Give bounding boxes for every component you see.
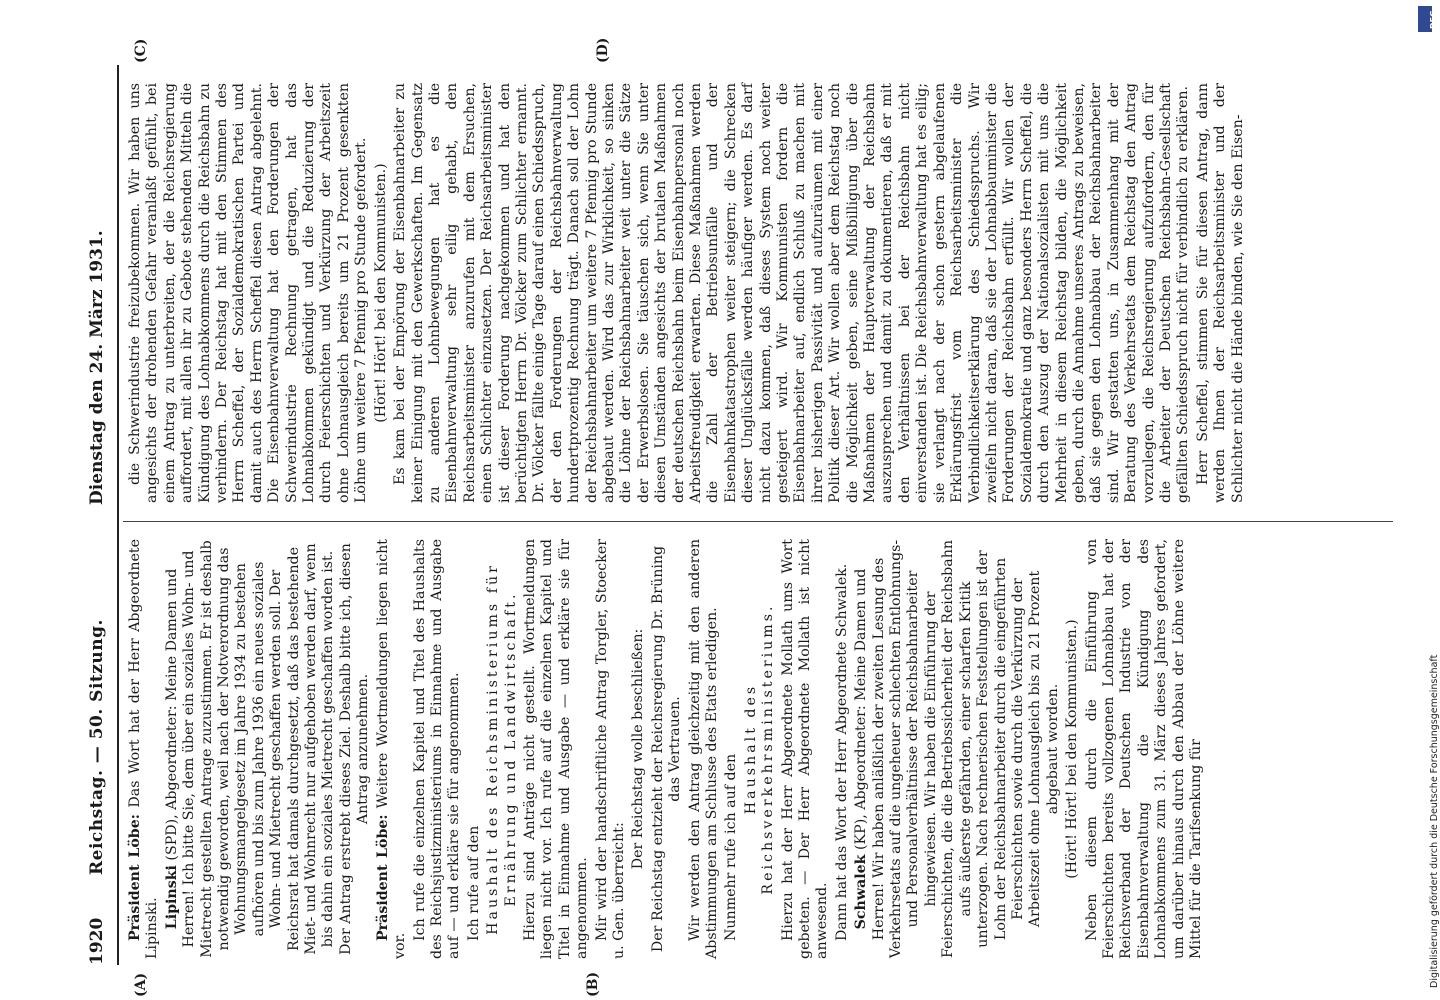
speaker-name: Schwalek bbox=[853, 854, 870, 930]
paragraph bbox=[375, 539, 410, 959]
paragraph-text: Weitere Wortmeldungen liegen nicht vor. bbox=[374, 539, 409, 959]
paragraph-text: Dann hat das Wort der Herr Abgeordnete Schwalek. bbox=[833, 563, 850, 941]
paragraph-text: Das Wort hat der Herr Abgeordnete Lipinski. bbox=[127, 539, 161, 959]
paragraph bbox=[723, 539, 740, 959]
speaker-name: Präsident Löbe: bbox=[127, 814, 143, 941]
session-date: Dienstag den 24. März 1931. bbox=[87, 230, 107, 505]
paragraph-text: Ich rufe auf den bbox=[465, 825, 482, 941]
paragraph-text: Neben diesem durch die Einführung von Feierschichten bereits vollzogenen Lohnabbau hat der Reichsverband der Deutschen Industrie von der Eisenbahnverwaltung die Kündigung des Lohnabkommens zum 31. März dieses Jahres gefordert, um darüber hinaus durch den Abbau der Löhne weitere Mittel für die Tarifsenkung für bbox=[1083, 539, 1204, 959]
paragraph bbox=[1064, 539, 1081, 959]
paragraph bbox=[1195, 83, 1247, 503]
column-divider bbox=[123, 521, 1393, 522]
margin-mark-c: (C) bbox=[133, 38, 149, 63]
page-header bbox=[75, 65, 115, 965]
paragraph bbox=[834, 539, 851, 959]
paragraph-text: Hierzu hat der Herr Abgeordnete Mollath ums Wort gebeten. — Der Herr Abgeordnete Mollath ist nicht anwesend. bbox=[779, 539, 831, 959]
paragraph-text: Mir wird der handschriftliche Antrag Torgler, Stoecker u. Gen. überreicht: bbox=[593, 539, 627, 959]
paragraph bbox=[127, 539, 162, 959]
paragraph-text: Der Reichstag wolle beschließen: bbox=[630, 628, 647, 870]
paragraph bbox=[522, 539, 592, 959]
header-rule bbox=[117, 65, 119, 965]
paragraph bbox=[630, 539, 647, 959]
paragraph bbox=[164, 539, 373, 959]
paragraph bbox=[780, 539, 832, 959]
paragraph-text: die Schwerindustrie freizubekommen. Wir haben uns angesichts der drohenden Gefahr veranlaßt gefühlt, bei einem Antrag zu unterbreiten, der die Reichsregierung auffordert, mit allen ihr zu Gebote stehenden Mitteln die Kündigung des Lohnabkommens durch die Reichsbahn zu verhindern. Der Reichstag hat mit den Stimmen des Herrn Scheffel, der Sozialdemokratischen Partei und damit auch des Herrn Scheffel diesen Antrag abgelehnt. Die Eisenbahnverwaltung hat den Forderungen der Schwerindustrie Rechnung getragen, hat das Lohnabkommen gekündigt und die Reduzierung der durch Feierschichten und Verkürzung der Arbeitszeit ohne Lohnausgleich bereits um 21 Prozent gesenkten Löhne um weitere 7 Pfennig pro Stunde gefordert. bbox=[127, 83, 370, 503]
paragraph bbox=[127, 83, 371, 503]
paragraph bbox=[392, 83, 1193, 503]
paragraph-text: (KP), Abgeordneter: Meine Damen und Herren! Wir haben anläßlich der zweiten Lesung des Verkehrsetats auf die ungeheuer schlechten Entlohnungs- und Personalverhältnisse der Reichsbahnarbeiter hingewiesen. Wir haben die Einführung der Feierschichten, die die Betriebssicherheit der Reichsbahn aufs äußerste gefährden, einer scharfen Kritik unterzogen. Nach rechnerischen Feststellungen ist der Lohn der Reichsbahnarbeiter durch die eingeführten Feierschichten sowie durch die Verkürzung der Arbeitszeit ohne Lohnausgleich bis zu 21 Prozent abgebaut worden. bbox=[853, 539, 1061, 959]
paragraph bbox=[1084, 539, 1206, 959]
paragraph bbox=[650, 539, 685, 959]
paragraph bbox=[687, 539, 722, 959]
paragraph-text: Wir werden den Antrag gleichzeitig mit den anderen Abstimmungen am Schlusse des Etats erledigen. bbox=[686, 539, 720, 959]
paragraph-text: Der Reichstag entzieht der Reichsregierung Dr. Brüning das Vertrauen. bbox=[649, 545, 684, 953]
paragraph-text: (Hört! Hört! bei den Kommunisten.) bbox=[372, 163, 389, 423]
paragraph-text: Nunmehr rufe ich auf den bbox=[723, 753, 740, 941]
paragraph bbox=[853, 539, 1062, 959]
dfg-logo: DFG bbox=[1418, 6, 1432, 32]
right-text-column bbox=[127, 83, 1249, 503]
paragraph bbox=[743, 539, 778, 959]
session-title: Reichstag. — 50. Sitzung. bbox=[87, 619, 107, 875]
paragraph bbox=[485, 539, 520, 959]
page-number: 1920 bbox=[87, 917, 107, 965]
margin-mark-d: (D) bbox=[595, 37, 611, 63]
paragraph-text: Haushalt des Reichsministeriums für Ernährung und Landwirtschaft. bbox=[485, 563, 519, 935]
paragraph-text: Herr Scheffel, stimmen Sie für diesen Antrag, dann werden Ihnen der Reichsarbeitsminister und der Schlichter nicht die Hände binden, wie Sie den Eisen- bbox=[1194, 83, 1246, 503]
left-text-column bbox=[127, 539, 1207, 959]
paragraph bbox=[594, 539, 629, 959]
paragraph-text: Hierzu sind Anträge nicht gestellt. Wortmeldungen liegen nicht vor. Ich rufe auf die einzelnen Kapitel und Titel in Einnahme und Ausgabe — und erkläre sie für angenommen. bbox=[521, 539, 591, 959]
paragraph-text: Ich rufe die einzelnen Kapitel und Titel des Haushalts des Reichsjustizministeriums in Einnahme und Ausgabe auf — und erkläre sie für angenommen. bbox=[411, 539, 463, 959]
margin-mark-b: (B) bbox=[585, 971, 601, 997]
paragraph bbox=[466, 539, 483, 959]
margin-mark-a: (A) bbox=[133, 972, 149, 997]
speaker-name: Präsident Löbe: bbox=[374, 814, 391, 941]
credit-text: Digitalisierung gefördert durch die Deutsche Forschungsgemeinschaft bbox=[1429, 654, 1440, 988]
paragraph-text: Es kam bei der Empörung der Eisenbahnarbeiter zu keiner Einigung mit den Gewerkschaften. Im Gegensatz zu anderen Lohnbewegungen hat es die Eisenbahnverwaltung sehr eilig gehabt, den Reichsarbeitsminister anzurufen mit dem Ersuchen, einen Schlichter einzusetzen. Der Reichsarbeitsminister ist dieser Forderung nachgekommen und hat den berüchtigten Herrn Dr. Völcker zum Schlichter ernannt. Dr. Völcker fällte einige Tage darauf einen Schiedsspruch, der den Forderungen der Reichsbahnverwaltung hundertprozentig Rechnung trägt. Danach soll der Lohn der Reichsbahnarbeiter um weitere 7 Pfennig pro Stunde abgebaut werden. Wird das zur Wirklichkeit, so sinken die Löhne der Reichsbahnarbeiter weit unter die Sätze der Erwerbslosen. Sie täuschen sich, wenn Sie unter diesen Umständen angesichts der brutalen Maßnahmen der deutschen Reichsbahn beim Eisenbahnpersonal noch Arbeitsfreudigkeit erwarten. Diese Maßnahmen werden die Zahl der Betriebsunfälle und der Eisenbahnkatastrophen weiter steigern; die Schrecken dieser Unglücksfälle werden häufiger werden. Es darf nicht dazu kommen, daß dieses System noch weiter gesteigert wird. Wir Kommunisten fordern die Eisenbahnarbeiter auf, endlich Schluß zu machen mit ihrer bisherigen Passivität und aufzuräumen mit einer Politik dieser Art. Wir wollen aber dem Reichstag noch die Möglichkeit geben, seine Mißbilligung über die Maßnahmen der Hauptverwaltung der Reichsbahn auszusprechen und damit zu dokumentieren, daß er mit den Verhältnissen bei der Reichsbahn nicht einverstanden ist. Die Reichsbahnverwaltung hat es eilig; sie verlangt nach der schon gestern abgelaufenen Erklärungsfrist vom Reichsarbeitsminister die Verbindlichkeitserklärung des Schiedsspruchs. Wir zweifeln nicht daran, daß sie der Lohnabbauminister die Forderungen der Reichsbahn erfüllt. Wir wollen der Sozialdemokratie und ganz besonders Herrn Scheffel, die durch den Auszug der Nationalsozialisten mit uns die Mehrheit in diesem Reichstag bilden, die Möglichkeit geben, durch die Annahme unseres Antrags zu beweisen, daß sie gegen den Lohnabbau der Reichsbahnarbeiter sind. Wir gestatten uns, in Zusammenhang mit der Beratung des Verkehrsetats dem Reichstag den Antrag vorzulegen, die Reichsregierung aufzufordern, den für die Arbeiter der Deutschen Reichsbahn-Gesellschaft gefällten Schiedsspruch nicht für verbindlich zu erklären. bbox=[392, 83, 1192, 503]
speaker-name: Lipinski bbox=[163, 865, 180, 930]
rotated-newspaper-page bbox=[75, 37, 1405, 997]
paragraph-text: (SPD), Abgeordneter: Meine Damen und Herren! Ich bitte Sie, dem über ein soziales Wohn- und Mietrecht gestellten Antrage zuzustimmen. Er ist deshalb notwendig geworden, weil nach der Notverordnung das Wohnungsmangelgesetz im Jahre 1934 zu bestehen aufhören und bis zum Jahre 1936 ein neues soziales Wohn- und Mietrecht geschaffen werden soll. Der Reichsrat hat damals durchgesetzt, daß das bestehende Miet- und Wohnrecht nur aufgehoben werden darf, wenn bis dahin ein soziales Mietrecht geschaffen worden ist. Der Antrag erstrebt dieses Ziel. Deshalb bitte ich, diesen Antrag anzunehmen. bbox=[163, 540, 372, 958]
paragraph bbox=[373, 83, 390, 503]
paragraph bbox=[412, 539, 464, 959]
paragraph-text: Haushalt des Reichsverkehrsministeriums. bbox=[742, 603, 777, 895]
paragraph-text: (Hört! Hört! bei den Kommunisten.) bbox=[1064, 619, 1081, 879]
